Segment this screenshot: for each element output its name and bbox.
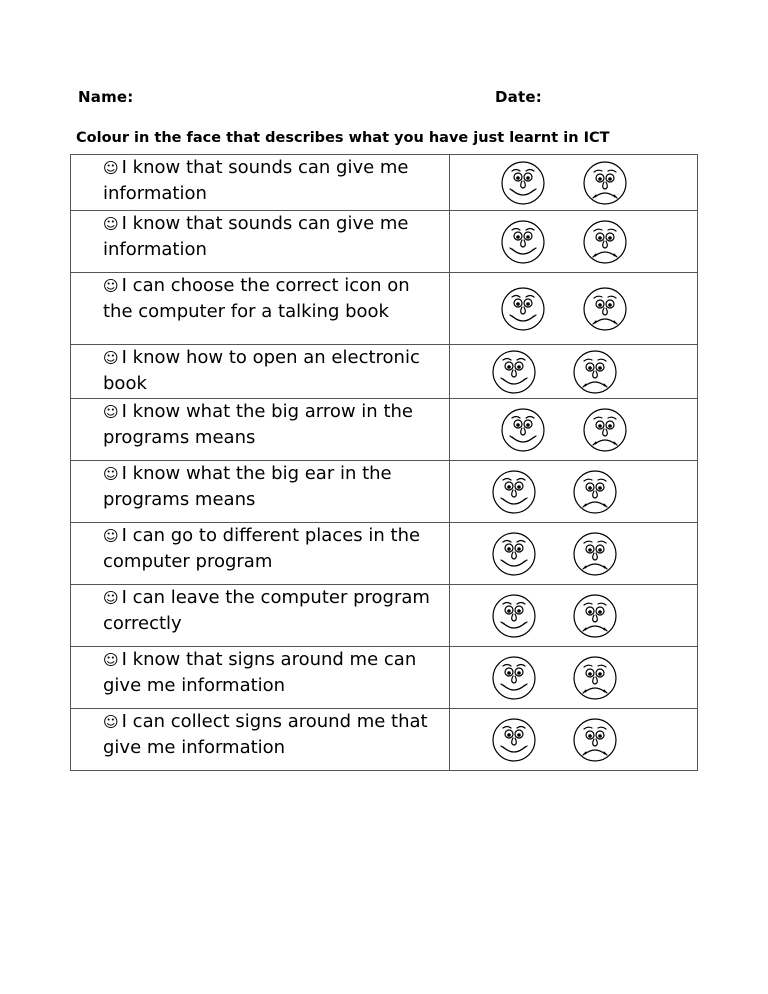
statement-text: I know what the big arrow in the programs means xyxy=(103,401,413,448)
smiley-bullet-icon: ☺ xyxy=(103,527,119,545)
sad-face-icon[interactable] xyxy=(582,219,628,265)
faces-cell xyxy=(450,211,698,273)
happy-face-icon[interactable] xyxy=(491,531,537,577)
happy-face-icon[interactable] xyxy=(500,407,546,453)
statement-cell xyxy=(71,345,450,399)
instruction-text: Colour in the face that describes what you have just learnt in ICT xyxy=(76,130,610,146)
sad-face-icon[interactable] xyxy=(572,655,618,701)
date-label: Date: xyxy=(495,88,542,106)
statement-cell xyxy=(71,523,450,585)
statement-cell xyxy=(71,461,450,523)
smiley-bullet-icon: ☺ xyxy=(103,349,119,367)
statement-cell xyxy=(71,585,450,647)
happy-face-icon[interactable] xyxy=(491,469,537,515)
happy-face-icon[interactable] xyxy=(491,655,537,701)
faces-cell xyxy=(450,709,698,771)
statement-text: I know that sounds can give me information xyxy=(103,157,409,204)
table-row xyxy=(71,523,698,585)
sad-face-icon[interactable] xyxy=(582,286,628,332)
faces-cell xyxy=(450,647,698,709)
sad-face-icon[interactable] xyxy=(572,531,618,577)
faces-cell xyxy=(450,585,698,647)
statement-text: I can collect signs around me that give me information xyxy=(103,711,428,758)
smiley-bullet-icon: ☺ xyxy=(103,277,119,295)
self-assessment-table xyxy=(70,154,698,771)
statement-text: I know what the big ear in the programs means xyxy=(103,463,392,510)
table-row xyxy=(71,211,698,273)
sad-face-icon[interactable] xyxy=(572,349,618,395)
smiley-bullet-icon: ☺ xyxy=(103,403,119,421)
faces-cell xyxy=(450,523,698,585)
happy-face-icon[interactable] xyxy=(500,219,546,265)
statement-cell xyxy=(71,709,450,771)
statement-text: I know that signs around me can give me information xyxy=(103,649,417,696)
table-row xyxy=(71,399,698,461)
sad-face-icon[interactable] xyxy=(572,593,618,639)
sad-face-icon[interactable] xyxy=(582,407,628,453)
smiley-bullet-icon: ☺ xyxy=(103,651,119,669)
smiley-bullet-icon: ☺ xyxy=(103,215,119,233)
table-row xyxy=(71,709,698,771)
faces-cell xyxy=(450,155,698,211)
statement-cell xyxy=(71,273,450,345)
table-row xyxy=(71,345,698,399)
table-row xyxy=(71,647,698,709)
statement-text: I can leave the computer program correctly xyxy=(103,587,430,634)
happy-face-icon[interactable] xyxy=(500,160,546,206)
statement-text: I can choose the correct icon on the computer for a talking book xyxy=(103,275,410,322)
happy-face-icon[interactable] xyxy=(491,717,537,763)
sad-face-icon[interactable] xyxy=(572,469,618,515)
sad-face-icon[interactable] xyxy=(582,160,628,206)
faces-cell xyxy=(450,399,698,461)
statement-text: I know how to open an electronic book xyxy=(103,347,420,394)
faces-cell xyxy=(450,345,698,399)
happy-face-icon[interactable] xyxy=(491,593,537,639)
smiley-bullet-icon: ☺ xyxy=(103,465,119,483)
table-row xyxy=(71,273,698,345)
statement-text: I can go to different places in the computer program xyxy=(103,525,421,572)
happy-face-icon[interactable] xyxy=(491,349,537,395)
faces-cell xyxy=(450,273,698,345)
statement-cell xyxy=(71,647,450,709)
smiley-bullet-icon: ☺ xyxy=(103,589,119,607)
statement-cell xyxy=(71,155,450,211)
statement-text: I know that sounds can give me information xyxy=(103,213,409,260)
name-label: Name: xyxy=(78,88,134,106)
happy-face-icon[interactable] xyxy=(500,286,546,332)
smiley-bullet-icon: ☺ xyxy=(103,713,119,731)
statement-cell xyxy=(71,211,450,273)
smiley-bullet-icon: ☺ xyxy=(103,159,119,177)
table-row xyxy=(71,155,698,211)
table-row xyxy=(71,585,698,647)
sad-face-icon[interactable] xyxy=(572,717,618,763)
table-row xyxy=(71,461,698,523)
faces-cell xyxy=(450,461,698,523)
statement-cell xyxy=(71,399,450,461)
